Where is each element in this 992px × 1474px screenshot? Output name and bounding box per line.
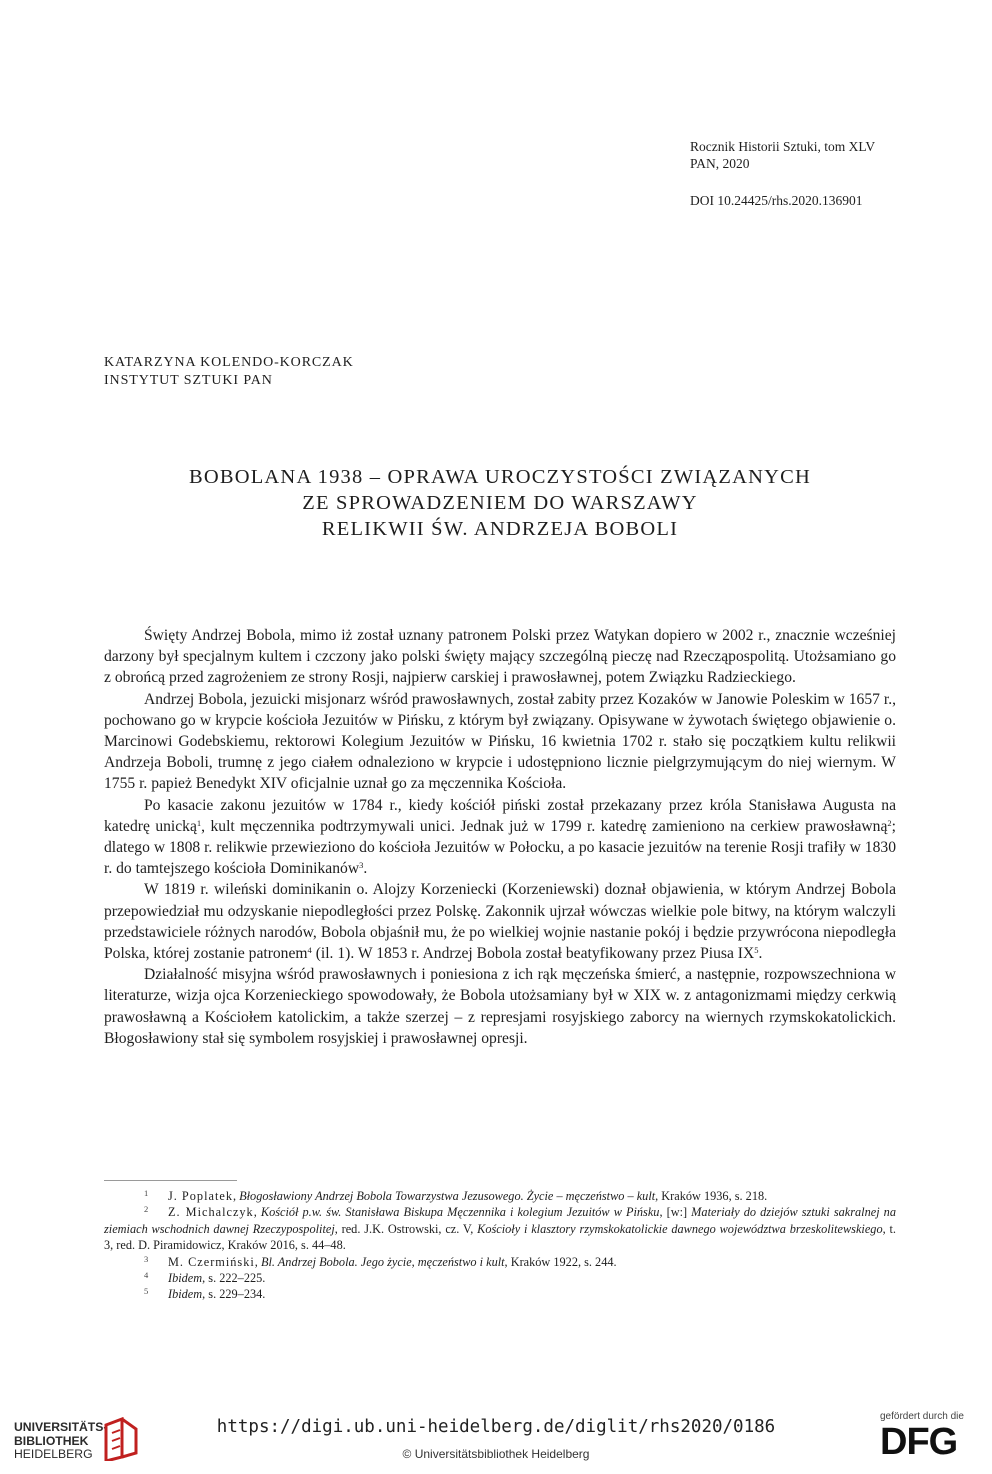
footnote-3: 3 M. Czermiński, Bl. Andrzej Bobola. Jego życie, męczeństwo i kult, Kraków 1922, s. 244. <box>144 1253 617 1269</box>
footnote-title-3: Kościoły i klasztory rzymskokatolickie dawnego województwa brzeskolitewskiego <box>477 1221 883 1236</box>
author-name: KATARZYNA KOLENDO-KORCZAK <box>104 355 354 370</box>
author-affiliation: INSTYTUT SZTUKI PAN <box>104 373 273 388</box>
paragraph-4-text: (il. 1). W 1853 r. Andrzej Bobola został beatyfikowany przez Piusa IX <box>311 945 755 963</box>
paragraph-3-text: , kult męczennika podtrzymywali unici. Jednak już w 1799 r. katedrę zamieniono na cerkiew prawosławną <box>201 817 888 835</box>
footnote-ref-3[interactable]: 3 <box>359 860 364 871</box>
footnote-title: Ibidem <box>168 1287 203 1302</box>
viewer-footer <box>0 1403 992 1474</box>
footnote-mid-2: , red. J.K. Ostrowski, cz. V, <box>334 1221 478 1236</box>
footnote-ref-1[interactable]: 1 <box>196 817 202 828</box>
paragraph-4-text: . <box>758 945 763 963</box>
paragraph-2: Andrzej Bobola, jezuicki misjonarz wśród prawosławnych, został zabity przez Kozaków w Janowie Poleskim w 1657 r., pochowano go w krypcie kościoła Jezuitów w Pińsku, z którym był związany. Opisywane w żywotach świętego objawienie o. Marcinowi Godebskiemu, rektorowi Kolegium Jezuitów w Pińsku, 16 kwietnia 1702 r. stało się początkiem kultu relikwii Andrzeja Boboli, trumnę z jego ciałem odnaleziono w krypcie i udostępniono licznie pielgrzymującym do niej wiernym. W 1755 r. papież Benedykt XIV oficjalnie uznał go za męczennika Kościoła. <box>104 690 896 793</box>
footnote-2: 2 Z. Michalczyk, Kościół p.w. św. Stanisława Biskupa Męczennika i kolegium Jezuitów w Pińsku, [w:] Materiały do dziejów sztuki sakralnej na ziemiach wschodnich dawnej Rzeczypospolitej, red. J.K. Ostrowski, cz. V, Kościoły i klasztory rzymskokatolickie dawnego województwa brzeskolitewskiego, t. 3, red. D. Piramidowicz, Kraków 2016, s. 44–48. <box>104 1204 896 1253</box>
footnote-4: 4 Ibidem, s. 222–225. <box>144 1270 266 1286</box>
dfg-funded-by: gefördert durch die <box>880 1411 964 1422</box>
title-line-3: RELIKWII ŚW. ANDRZEJA BOBOLI <box>321 518 679 540</box>
author-block <box>104 354 354 390</box>
journal-info <box>690 138 875 172</box>
library-name-line-2: BIBLIOTHEK <box>14 1433 89 1448</box>
library-name-line-3: HEIDELBERG <box>14 1447 93 1461</box>
paragraph-3 <box>104 795 896 880</box>
article-body <box>104 625 896 1049</box>
paragraph-1: Święty Andrzej Bobola, mimo iż został uznany patronem Polski przez Watykan dopiero w 2002 r., znacznie wcześniej darzony był specjalnym kultem i czczony jako polski święty mający szczególną pieczę nad Rzecząpospolitą. Utożsamiano go z obrońcą przed zagrożeniem ze strony Rosji, najpierw carskiej i prawosławnej, potem Związku Radzieckiego. <box>104 627 896 687</box>
footnote-sep: , <box>232 1189 240 1203</box>
journal-publisher: PAN, 2020 <box>690 156 750 171</box>
footnote-title-2: Materiały do dziejów sztuki sakralnej na ziemiach wschodnich dawnej Rzeczypospolitej <box>104 1205 896 1236</box>
footnote-rest: , Kraków 1936, s. 218. <box>655 1189 768 1203</box>
paragraph-3-text: . <box>363 860 368 878</box>
footnote-author: J. Poplatek <box>168 1189 233 1203</box>
permalink-url[interactable]: https://digi.ub.uni-heidelberg.de/diglit/rhs2020/0186 <box>216 1417 776 1437</box>
footnote-ref-2[interactable]: 2 <box>887 817 892 828</box>
footnote-5: 5 Ibidem, s. 229–234. <box>144 1286 266 1302</box>
footnote-sep: , <box>253 1205 261 1220</box>
footnote-author: M. Czermiński <box>168 1254 255 1269</box>
paragraph-4-text: W 1819 r. wileński dominikanin o. Alojzy Korzeniecki (Korzeniewski) doznał objawienia, w którym Andrzej Bobola przepowiedział mu odzyskanie niepodległości przez Polskę. Zakonnik ujrzał wówczas wielkie pole bitwy, na którym walczyli przedstawiciele różnych narodów, Bobola objaśnił mu, że po wielkiej wojnie nastanie pokój i będzie przywrócona niepodległa Polska, której zostanie patronem <box>104 881 896 963</box>
footnote-sep: , <box>254 1254 261 1269</box>
footnote-ref-4[interactable]: 4 <box>307 945 312 956</box>
article-title <box>104 464 896 542</box>
footnote-mid: , [w:] <box>659 1205 692 1220</box>
footnote-rest: , Kraków 1922, s. 244. <box>504 1254 617 1269</box>
title-line-1: BOBOLANA 1938 – OPRAWA UROCZYSTOŚCI ZWIĄZANYCH <box>188 466 812 488</box>
paragraph-3-text: Po kasacie zakonu jezuitów w 1784 r., kiedy kościół piński został przekazany przez króla Stanisława Augusta na katedrę unicką <box>104 796 896 835</box>
dfg-logo[interactable] <box>880 1411 980 1462</box>
paragraph-3-text: ; dlatego w 1808 r. relikwie przewieziono do kościoła Jezuitów w Połocku, a po kasacie jezuitów na terenie Rosji trafiły w 1830 r. do tamtejszego kościoła Dominikanów <box>104 817 896 878</box>
copyright-notice: © Universitätsbibliothek Heidelberg <box>402 1447 590 1461</box>
footnote-author: Z. Michalczyk <box>168 1205 254 1220</box>
journal-title: Rocznik Historii Sztuki, tom XLV <box>690 139 876 154</box>
footnote-1: 1 J. Poplatek, Błogosławiony Andrzej Bobola Towarzystwa Jezusowego. Życie – męczeństwo – kult, Kraków 1936, s. 218. <box>144 1188 768 1203</box>
library-name-line-1: UNIVERSITÄTS- <box>14 1420 108 1434</box>
title-line-2: ZE SPROWADZENIEM DO WARSZAWY <box>302 492 698 514</box>
footnote-title: Kościół p.w. św. Stanisława Biskupa Męczennika i kolegium Jezuitów w Pińsku <box>260 1205 660 1220</box>
dfg-wordmark: DFG <box>880 1421 958 1463</box>
footnote-rest: , s. 229–234. <box>202 1287 266 1302</box>
footnote-rest: , s. 222–225. <box>202 1271 266 1286</box>
footnote-rest: , t. 3, red. D. Piramidowicz, Kraków 2016, s. 44–48. <box>104 1221 896 1253</box>
footnote-title: Bl. Andrzej Bobola. Jego życie, męczeństwo i kult <box>260 1254 505 1269</box>
footnote-title: Ibidem <box>168 1271 203 1286</box>
paragraph-4 <box>104 879 896 964</box>
footnote-ref-5[interactable]: 5 <box>754 945 759 956</box>
paragraph-5: Działalność misyjna wśród prawosławnych i poniesiona z ich rąk męczeńska śmierć, a następnie, rozpowszechniona w literaturze, wizja ojca Korzenieckiego spowodowały, że Bobola utożsamiany był w XIX w. z antagonizmami między cerkwią prawosławną a Kościołem katolickim, a także szerzej – z represjami rosyjskiego zaborcy na wiernych rzymskokatolickich. Błogosławiony stał się symbolem rosyjskiej i prawosławnej opresji. <box>104 966 896 1047</box>
footnote-divider <box>104 1180 237 1181</box>
doi: DOI 10.24425/rhs.2020.136901 <box>690 193 863 208</box>
footnote-title: Błogosławiony Andrzej Bobola Towarzystwa Jezusowego. Życie – męczeństwo – kult <box>239 1189 656 1203</box>
footnotes <box>104 1188 896 1303</box>
